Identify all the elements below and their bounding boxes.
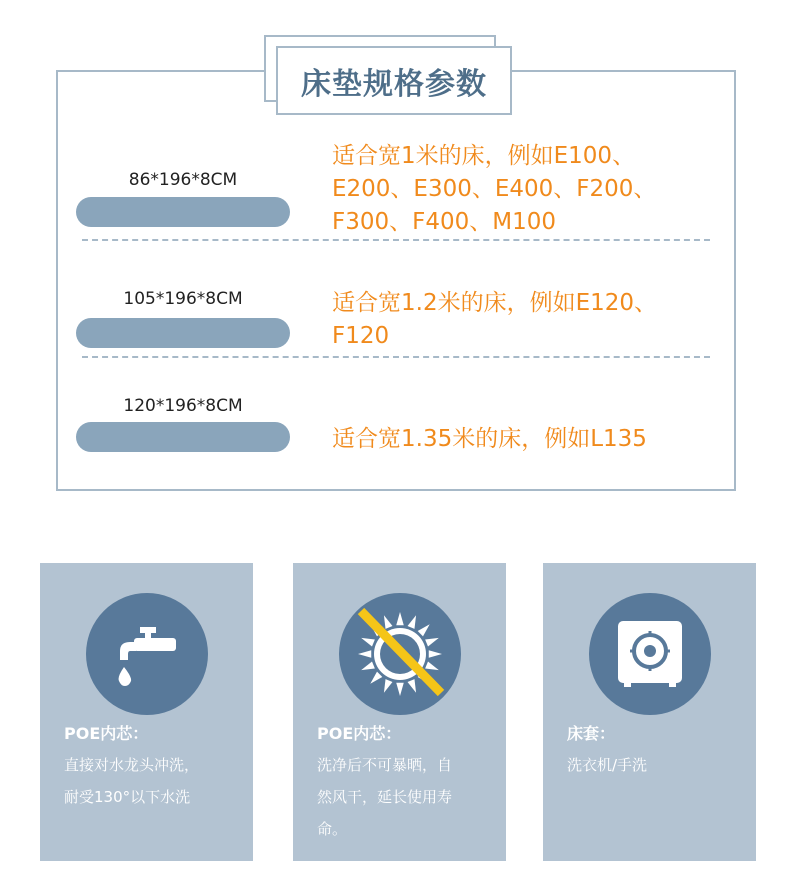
- sun-ray: [396, 683, 404, 696]
- size-label-3: 120*196*8CM: [123, 396, 243, 416]
- sun-ray: [396, 612, 404, 625]
- feature-text: [317, 749, 493, 845]
- sun-ray: [408, 679, 417, 693]
- desc-line: E200、E300、E400、F200、: [332, 176, 657, 202]
- size-label-1: 86*196*8CM: [128, 170, 238, 190]
- no-sun-icon: [339, 593, 461, 715]
- spec-title: 床垫规格参数: [301, 66, 487, 102]
- sun-ray: [361, 662, 375, 671]
- row-divider-2: [82, 356, 710, 358]
- desc-line: 适合宽1米的床，例如E100、: [332, 143, 636, 169]
- size-desc-1: [332, 140, 722, 239]
- sun-ray: [425, 662, 439, 671]
- title-frame: [276, 46, 512, 115]
- feature-card-wash: [40, 563, 253, 861]
- sun-ray: [384, 679, 393, 693]
- mattress-bar-3: [76, 422, 290, 452]
- sun-ray: [408, 615, 417, 629]
- feature-title: POE内芯：: [64, 724, 149, 743]
- feature-line: 然风干，延长使用寿: [317, 788, 453, 806]
- sun-ray: [361, 638, 375, 647]
- washing-machine-icon: [589, 593, 711, 715]
- desc-line: F300、F400、M100: [332, 209, 557, 235]
- sun-ray: [358, 650, 371, 658]
- mattress-bar-1: [76, 197, 290, 227]
- feature-text: [64, 749, 240, 813]
- feature-card-cover: [543, 563, 756, 861]
- feature-text: [567, 749, 743, 781]
- size-desc-2: [332, 287, 722, 353]
- desc-line: F120: [332, 323, 390, 349]
- sun-ray: [429, 650, 442, 658]
- feature-line: 洗净后不可暴晒，自: [317, 756, 453, 774]
- feature-line: 洗衣机/手洗: [567, 756, 648, 774]
- feature-title: 床套：: [567, 724, 616, 743]
- feature-line: 直接对水龙头冲洗，: [64, 756, 200, 774]
- sun-ray: [370, 672, 382, 684]
- row-divider-1: [82, 239, 710, 241]
- feature-card-dry: [293, 563, 506, 861]
- sun-ray: [418, 624, 430, 636]
- mattress-bar-2: [76, 318, 290, 348]
- size-label-2: 105*196*8CM: [123, 289, 243, 309]
- feature-line: 耐受130°以下水洗: [64, 788, 191, 806]
- faucet-icon: [86, 593, 208, 715]
- sun-ray: [384, 615, 393, 629]
- feature-title: POE内芯：: [317, 724, 402, 743]
- desc-line: 适合宽1.2米的床，例如E120、: [332, 290, 658, 316]
- size-desc-3: [332, 423, 722, 456]
- feature-line: 命。: [317, 820, 348, 838]
- desc-line: 适合宽1.35米的床，例如L135: [332, 426, 647, 452]
- sun-ray: [425, 638, 439, 647]
